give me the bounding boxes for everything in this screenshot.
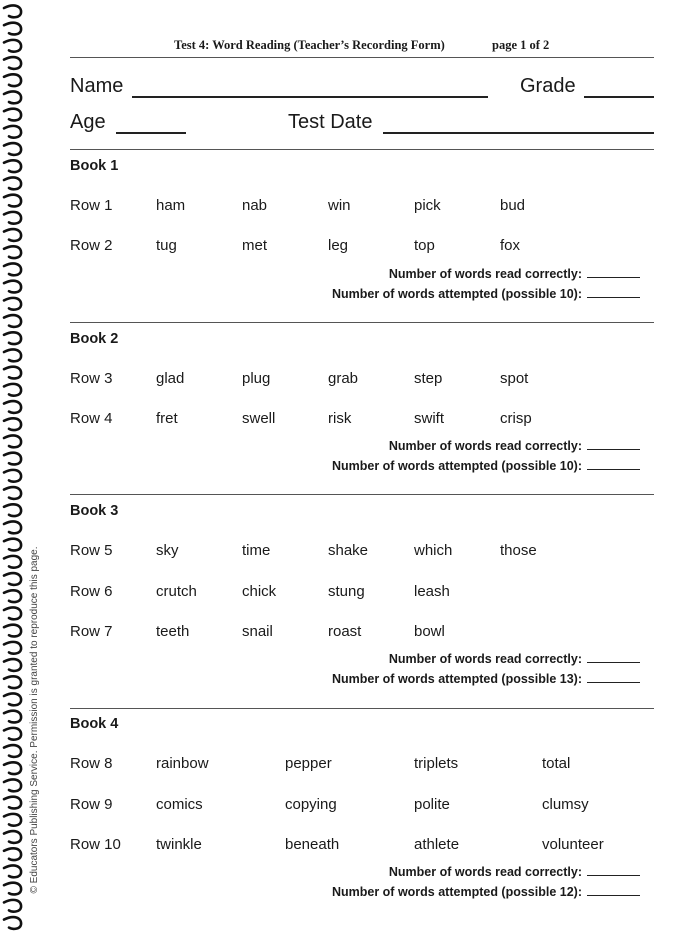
test-date-field[interactable] [383,132,654,134]
spiral-coil [4,436,21,448]
words-correct-label: Number of words read correctly: [388,865,582,879]
word-item: swell [242,410,276,427]
spiral-coil [4,160,21,172]
spiral-coil [4,453,21,465]
row-label: Row 7 [70,623,113,640]
form-title: Test 4: Word Reading (Teacher’s Recording Form) [174,38,445,52]
row-label: Row 6 [70,583,113,600]
word-item: step [414,370,443,387]
word-item: crutch [156,583,197,600]
spiral-coil [4,608,21,620]
words-attempted-blank[interactable] [587,671,640,683]
spiral-coil [4,298,21,310]
word-item: copying [285,796,337,813]
row-label: Row 2 [70,237,113,254]
spiral-coil [4,642,21,654]
spiral-coil [4,92,21,104]
book-title: Book 2 [70,331,119,347]
word-item: win [328,197,351,214]
word-item: volunteer [542,836,604,853]
spiral-coil [4,694,21,706]
spiral-coil [4,917,21,929]
book-divider [70,708,654,709]
spiral-coil [4,40,21,52]
word-item: leash [414,583,450,600]
spiral-coil [4,814,21,826]
spiral-coil [4,487,21,499]
word-item: triplets [414,755,459,772]
words-correct-label: Number of words read correctly: [388,439,582,453]
spiral-coil [4,659,21,671]
spiral-coil [4,109,21,121]
name-field[interactable] [132,96,488,98]
words-correct-label: Number of words read correctly: [388,652,582,666]
spiral-coil [4,745,21,757]
spiral-coil [4,866,21,878]
copyright-note: © Educators Publishing Service. Permission is granted to reproduce this page. [29,546,40,894]
spiral-coil [4,332,21,344]
page-number: page 1 of 2 [492,38,550,52]
word-item: stung [328,583,365,600]
book-title: Book 4 [70,716,119,732]
spiral-coil [4,728,21,740]
word-item: grab [328,370,359,387]
spiral-coil [4,522,21,534]
words-attempted-label: Number of words attempted (possible 12): [331,885,582,899]
spiral-binding [0,0,30,936]
row-label: Row 1 [70,197,113,214]
word-item: bowl [414,623,445,640]
spiral-coil [4,23,21,35]
word-item: met [242,237,268,254]
spiral-coil [4,212,21,224]
spiral-coil [4,143,21,155]
spiral-coil [4,676,21,688]
header-divider [70,57,654,58]
word-item: beneath [285,836,340,853]
words-correct-line [389,438,640,453]
book-title: Book 1 [70,158,119,174]
spiral-coil [4,625,21,637]
word-item: polite [414,796,450,813]
spiral-coil [4,57,21,69]
spiral-coil [4,780,21,792]
word-item: total [542,755,571,772]
word-item: swift [414,410,444,427]
words-correct-blank[interactable] [587,651,640,663]
words-attempted-line [332,286,640,301]
spiral-coil [4,229,21,241]
word-item: snail [242,623,273,640]
spiral-coil [4,384,21,396]
word-item: ham [156,197,186,214]
spiral-coil [4,848,21,860]
name-label: Name [70,75,124,97]
word-item: clumsy [542,796,589,813]
age-field[interactable] [116,132,186,134]
words-attempted-line [332,671,640,686]
words-attempted-label: Number of words attempted (possible 10): [331,287,582,301]
spiral-coil [4,367,21,379]
word-item: roast [328,623,362,640]
grade-field[interactable] [584,96,654,98]
book-divider [70,494,654,495]
spiral-coil [4,315,21,327]
row-label: Row 3 [70,370,113,387]
words-attempted-blank[interactable] [587,286,640,298]
spiral-coil [4,126,21,138]
word-item: leg [328,237,349,254]
word-item: fret [156,410,178,427]
words-attempted-line [332,458,640,473]
word-item: which [414,542,453,559]
words-attempted-blank[interactable] [587,884,640,896]
word-item: nab [242,197,268,214]
book-title: Book 3 [70,503,119,519]
spiral-coil [4,900,21,912]
row-label: Row 5 [70,542,113,559]
spiral-coil [4,762,21,774]
spiral-coil [4,264,21,276]
spiral-coil [4,797,21,809]
word-item: bud [500,197,526,214]
word-item: plug [242,370,271,387]
word-item: pepper [285,755,332,772]
word-item: time [242,542,271,559]
word-item: fox [500,237,521,254]
row-label: Row 4 [70,410,113,427]
words-correct-blank[interactable] [587,438,640,450]
words-correct-line [389,651,640,666]
word-item: tug [156,237,177,254]
spiral-coil [4,470,21,482]
spiral-coil [4,350,21,362]
spiral-coil [4,418,21,430]
row-label: Row 8 [70,755,113,772]
words-correct-label: Number of words read correctly: [388,267,582,281]
book-divider [70,322,654,323]
word-item: shake [328,542,369,559]
words-correct-blank[interactable] [587,864,640,876]
word-item: spot [500,370,529,387]
word-item: teeth [156,623,190,640]
row-label: Row 9 [70,796,113,813]
spiral-coil [4,539,21,551]
spiral-coil [4,281,21,293]
words-attempted-label: Number of words attempted (possible 13): [331,672,582,686]
spiral-coil [4,246,21,258]
spiral-coil [4,556,21,568]
spiral-coil [4,590,21,602]
word-item: pick [414,197,441,214]
word-item: those [500,542,537,559]
age-label: Age [70,111,106,133]
words-correct-blank[interactable] [587,266,640,278]
spiral-coil [4,6,21,18]
test-date-label: Test Date [288,111,373,133]
word-item: chick [242,583,277,600]
word-item: rainbow [156,755,209,772]
spiral-coil [4,504,21,516]
spiral-coil [4,178,21,190]
spiral-coil [4,711,21,723]
spiral-coil [4,573,21,585]
words-attempted-line [332,884,640,899]
word-item: crisp [500,410,532,427]
word-item: top [414,237,435,254]
word-item: glad [156,370,185,387]
spiral-coil [4,831,21,843]
word-item: comics [156,796,203,813]
spiral-coil [4,401,21,413]
fields-divider [70,149,654,150]
words-attempted-label: Number of words attempted (possible 10): [331,459,582,473]
spiral-coil [4,74,21,86]
word-item: sky [156,542,179,559]
grade-label: Grade [520,75,576,97]
word-item: twinkle [156,836,202,853]
spiral-coil [4,883,21,895]
words-attempted-blank[interactable] [587,458,640,470]
word-item: risk [328,410,352,427]
spiral-coil [4,195,21,207]
row-label: Row 10 [70,836,121,853]
words-correct-line [389,266,640,281]
word-item: athlete [414,836,460,853]
words-correct-line [389,864,640,879]
